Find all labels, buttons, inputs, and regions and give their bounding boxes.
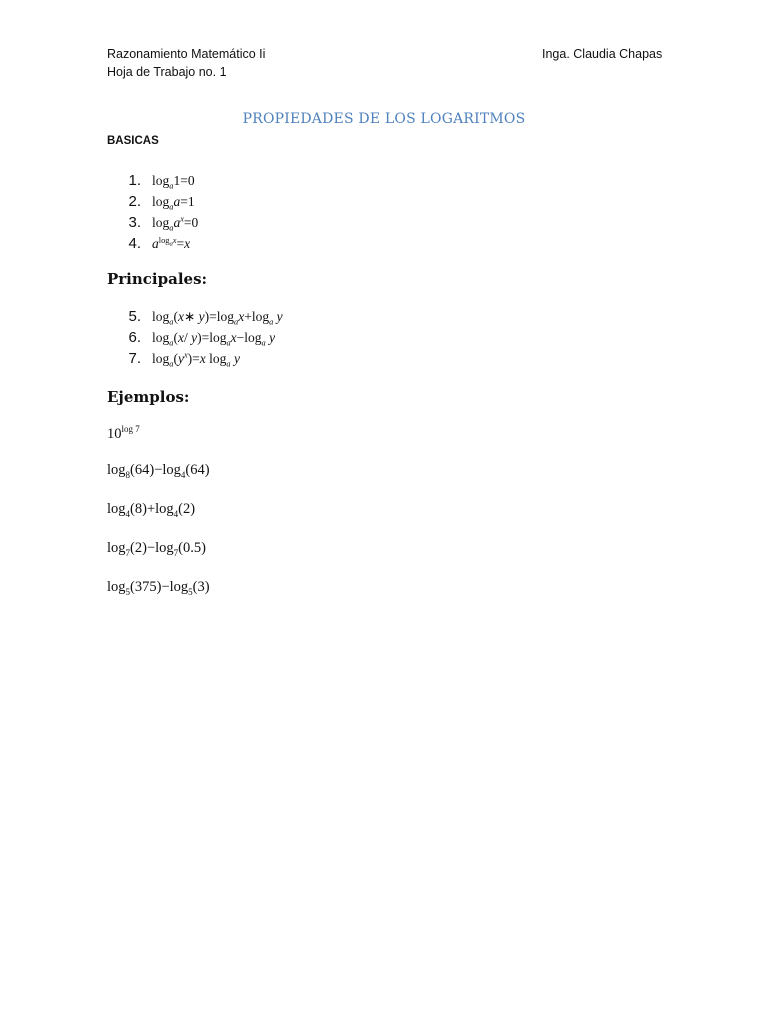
formula-1: $\log_a1=0$ (152, 173, 195, 191)
example-1: $10^{log 7}$ (107, 424, 140, 442)
item-number: 6. (128, 329, 141, 346)
formula-6: $\log_a(x/$ $y)=\log_ax-\log_a$ y (152, 330, 276, 348)
formula-2: $\log_aa=1$ (152, 194, 195, 212)
section-basicas: BASICAS (107, 135, 159, 147)
course-name: Razonamiento Matemático Ii (107, 47, 266, 61)
example-3: $\log_4(8)+\log_4(2)$ (107, 501, 196, 519)
formula-5: $\log_a(x∗$ $y)=\log_ax+\log_a$ y (152, 309, 283, 327)
section-principales: Principales: (107, 270, 208, 288)
formula-7: $\log_a(y^x)=x$ $\log_a y$ (152, 350, 240, 369)
formula-4: $a^{log_ax}=x$ (152, 235, 191, 251)
item-number: 7. (128, 350, 141, 367)
item-number: 3. (128, 214, 141, 231)
item-number: 1. (128, 172, 141, 189)
example-4: $\log_7(2)-\log_7(0.5)$ (107, 540, 206, 558)
formula-3: $\log_aa^x=0$ (152, 214, 199, 233)
item-number: 2. (128, 193, 141, 210)
section-ejemplos: Ejemplos: (107, 388, 190, 406)
item-number: 5. (128, 308, 141, 325)
example-5: $\log_5(375)-\log_5(3)$ (107, 579, 210, 597)
item-number: 4. (128, 235, 141, 252)
example-2: $\log_8(64)-\log_4(64)$ (107, 462, 210, 480)
page-title: PROPIEDADES DE LOS LOGARITMOS (242, 111, 526, 127)
instructor-name: Inga. Claudia Chapas (542, 47, 663, 61)
worksheet-label: Hoja de Trabajo no. 1 (107, 65, 227, 79)
